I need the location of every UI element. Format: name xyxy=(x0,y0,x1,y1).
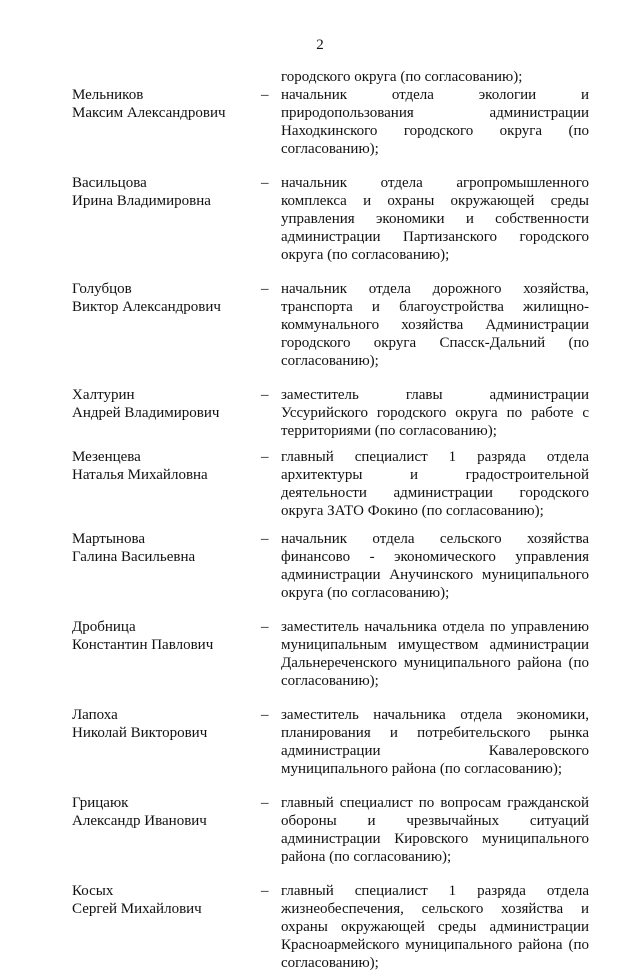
dash-separator: – xyxy=(261,387,269,403)
member-given-names: Сергей Михайлович xyxy=(72,901,202,917)
member-entry xyxy=(0,280,640,370)
role-line: главный специалист 1 разряда отдела xyxy=(281,883,589,899)
role-line: деятельности администрации городского xyxy=(281,485,589,501)
role-line: муниципального района (по согласованию); xyxy=(281,761,563,777)
dash-separator: – xyxy=(261,449,269,465)
role-line: охраны окружающей среды администрации xyxy=(281,919,589,935)
member-entry xyxy=(0,794,640,866)
member-entry xyxy=(0,86,640,158)
member-role xyxy=(281,530,589,602)
member-given-names: Александр Иванович xyxy=(72,813,207,829)
dash-separator: – xyxy=(261,87,269,103)
role-line: Дальнереченского муниципального района (по xyxy=(281,655,589,671)
member-role xyxy=(281,174,589,264)
member-given-names: Галина Васильевна xyxy=(72,549,196,565)
member-name xyxy=(72,448,262,484)
member-given-names: Андрей Владимирович xyxy=(72,405,220,421)
member-role xyxy=(281,882,589,972)
role-line: территориями (по согласованию); xyxy=(281,423,497,439)
member-role xyxy=(281,280,589,370)
member-given-names: Ирина Владимировна xyxy=(72,193,211,209)
member-surname: Халтурин xyxy=(72,387,135,403)
role-line: согласованию); xyxy=(281,955,379,971)
role-line: Красноармейского муниципального района (по xyxy=(281,937,589,953)
role-line: района (по согласованию); xyxy=(281,849,452,865)
member-entry xyxy=(0,448,640,520)
role-line: главный специалист 1 разряда отдела xyxy=(281,449,589,465)
member-role xyxy=(281,86,589,158)
role-line: обороны и чрезвычайных ситуаций xyxy=(281,813,589,829)
member-entry xyxy=(0,618,640,690)
member-name xyxy=(72,86,262,122)
role-line: начальник отдела дорожного хозяйства, xyxy=(281,281,589,297)
role-line: городского округа Спасск-Дальний (по xyxy=(281,335,589,351)
member-name xyxy=(72,618,262,654)
role-line: начальник отдела экологии и xyxy=(281,87,589,103)
member-surname: Косых xyxy=(72,883,114,899)
member-entry xyxy=(0,174,640,264)
member-name xyxy=(72,794,262,830)
member-name xyxy=(72,530,262,566)
dash-separator: – xyxy=(261,175,269,191)
member-given-names: Николай Викторович xyxy=(72,725,208,741)
member-name xyxy=(72,386,262,422)
member-role xyxy=(281,386,589,440)
member-role xyxy=(281,448,589,520)
role-line: администрации Кировского муниципального xyxy=(281,831,589,847)
dash-separator: – xyxy=(261,619,269,635)
role-line: согласованию); xyxy=(281,353,379,369)
dash-separator: – xyxy=(261,707,269,723)
member-entry xyxy=(0,706,640,778)
role-line: финансово - экономического управления xyxy=(281,549,589,565)
members-list xyxy=(0,86,640,972)
role-line: начальник отдела сельского хозяйства xyxy=(281,531,589,547)
role-line: планирования и потребительского рынка xyxy=(281,725,589,741)
member-role xyxy=(281,794,589,866)
dash-separator: – xyxy=(261,531,269,547)
member-surname: Мельников xyxy=(72,87,144,103)
dash-separator: – xyxy=(261,883,269,899)
role-line: согласованию); xyxy=(281,673,379,689)
member-surname: Мартынова xyxy=(72,531,146,547)
member-given-names: Виктор Александрович xyxy=(72,299,221,315)
member-surname: Голубцов xyxy=(72,281,132,297)
role-line: комплекса и охраны окружающей среды xyxy=(281,193,589,209)
member-given-names: Константин Павлович xyxy=(72,637,214,653)
role-line: заместитель начальника отдела экономики, xyxy=(281,707,589,723)
role-line: администрации Кавалеровского xyxy=(281,743,589,759)
role-line: администрации Анучинского муниципального xyxy=(281,567,589,583)
member-name xyxy=(72,882,262,918)
member-surname: Лапоха xyxy=(72,707,118,723)
role-line: природопользования администрации xyxy=(281,105,589,121)
role-line: главный специалист по вопросам гражданской xyxy=(281,795,589,811)
member-name xyxy=(72,706,262,742)
role-line: транспорта и благоустройства жилищно- xyxy=(281,299,589,315)
continuation-line: городского округа (по согласованию); xyxy=(281,69,523,85)
role-line: начальник отдела агропромышленного xyxy=(281,175,589,191)
member-name xyxy=(72,174,262,210)
member-surname: Васильцова xyxy=(72,175,147,191)
role-line: округа (по согласованию); xyxy=(281,585,450,601)
dash-separator: – xyxy=(261,281,269,297)
role-line: архитектуры и градостроительной xyxy=(281,467,589,483)
member-entry xyxy=(0,386,640,440)
member-name xyxy=(72,280,262,316)
member-surname: Дробница xyxy=(72,619,136,635)
member-surname: Мезенцева xyxy=(72,449,141,465)
member-given-names: Максим Александрович xyxy=(72,105,226,121)
role-line: заместитель начальника отдела по управлению xyxy=(281,619,589,635)
role-line: муниципальным имуществом администрации xyxy=(281,637,589,653)
member-role xyxy=(281,618,589,690)
member-surname: Грицаюк xyxy=(72,795,129,811)
page-number: 2 xyxy=(316,37,324,53)
member-given-names: Наталья Михайловна xyxy=(72,467,208,483)
member-entry xyxy=(0,530,640,602)
member-role xyxy=(281,706,589,778)
member-entry xyxy=(0,882,640,972)
role-line: коммунального хозяйства Администрации xyxy=(281,317,589,333)
role-line: округа (по согласованию); xyxy=(281,247,450,263)
role-line: жизнеобеспечения, сельского хозяйства и xyxy=(281,901,589,917)
role-line: округа ЗАТО Фокино (по согласованию); xyxy=(281,503,544,519)
role-line: согласованию); xyxy=(281,141,379,157)
role-line: управления экономики и собственности xyxy=(281,211,589,227)
role-line: Уссурийского городского округа по работе с xyxy=(281,405,589,421)
role-line: заместитель главы администрации xyxy=(281,387,589,403)
role-line: администрации Партизанского городского xyxy=(281,229,589,245)
dash-separator: – xyxy=(261,795,269,811)
role-line: Находкинского городского округа (по xyxy=(281,123,589,139)
